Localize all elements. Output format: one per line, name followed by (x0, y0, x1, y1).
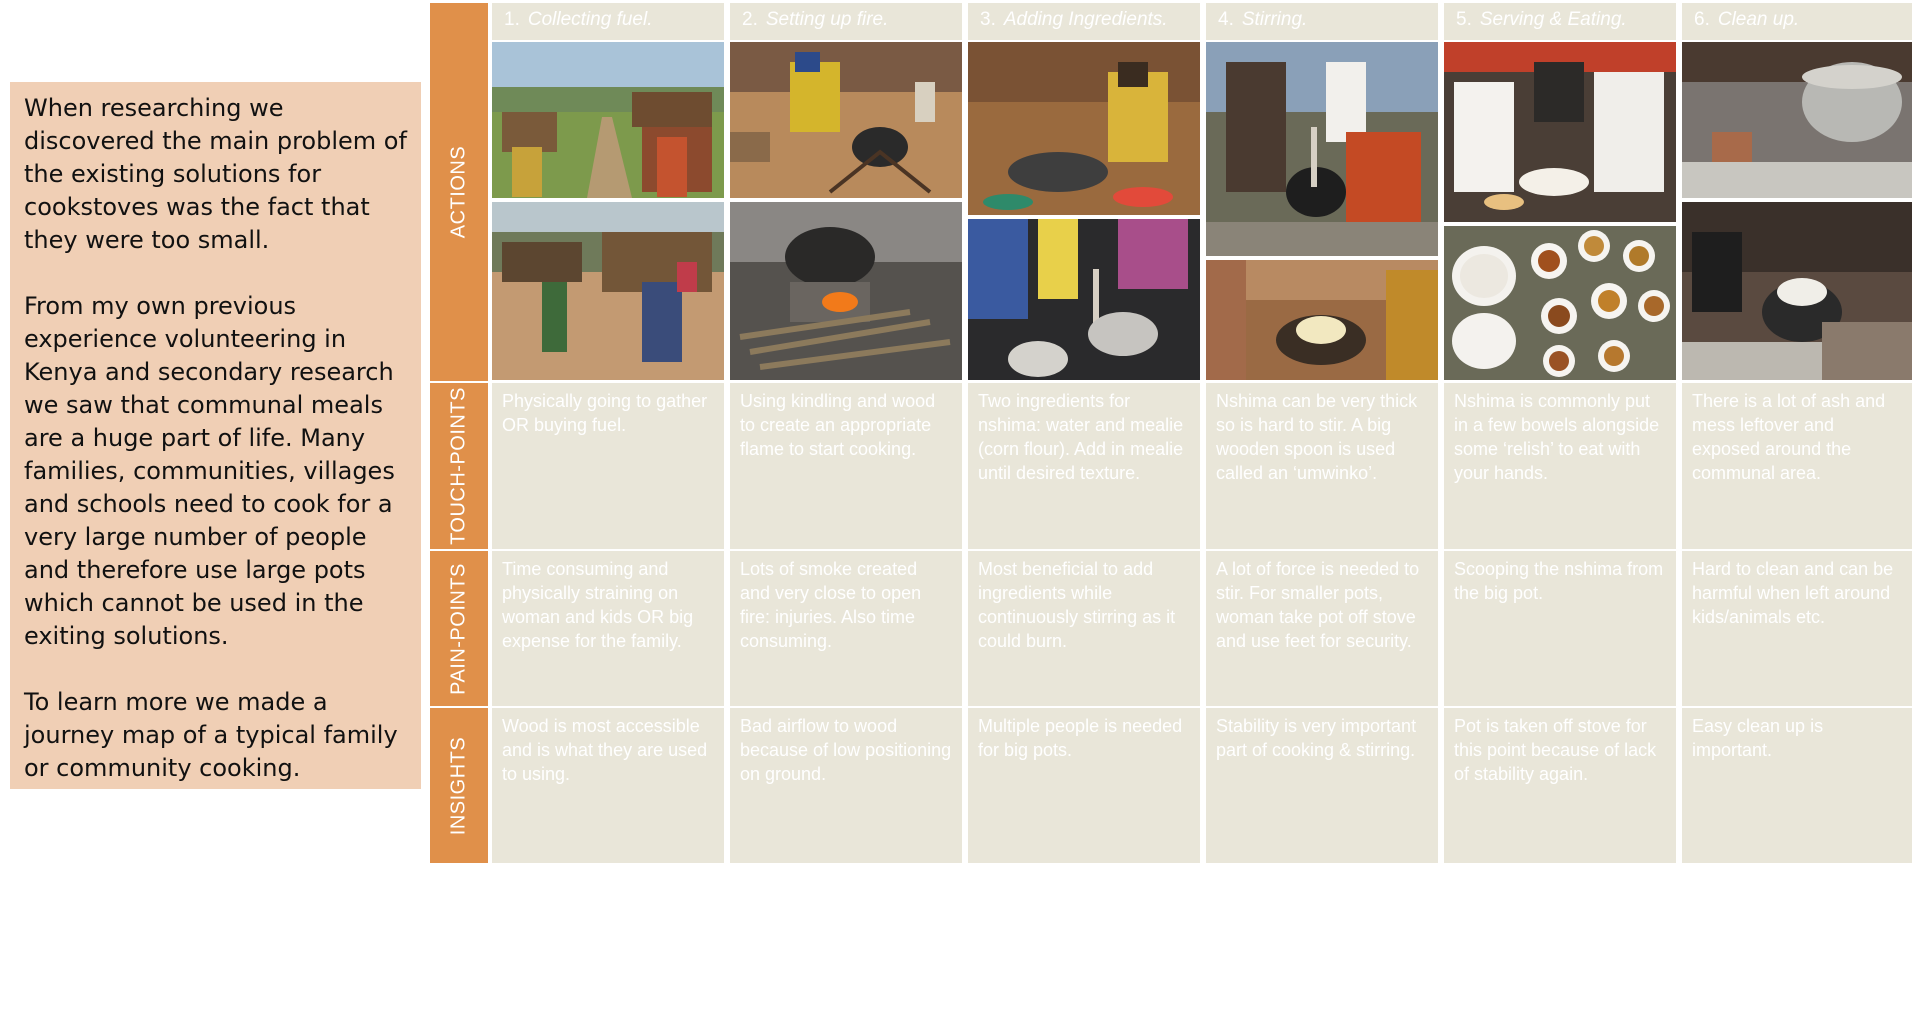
touch-point-cell-4: Nshima can be very thick so is hard to stir. A big wooden spoon is used called an ‘umwinko’. (1206, 383, 1438, 549)
pain-point-cell-5: Scooping the nshima from the big pot. (1444, 551, 1676, 706)
stage-title: Serving & Eating. (1479, 9, 1627, 30)
stage-title: Setting up fire. (765, 9, 889, 30)
pain-point-cell-1: Time consuming and physically straining on woman and kids OR big expense for the family. (492, 551, 724, 706)
photo-woman-setting-up-fire (730, 42, 962, 198)
stage-header-1 (492, 3, 724, 40)
touch-point-cell-3: Two ingredients for nshima: water and mealie (corn flour). Add in mealie until desired texture. (968, 383, 1200, 549)
stage-header-3 (968, 3, 1200, 40)
row-label-pain-points (430, 551, 488, 706)
stage-number: 1. (504, 9, 520, 30)
stage-header-2 (730, 3, 962, 40)
stage-number: 5. (1456, 9, 1472, 30)
stage-header-6 (1682, 3, 1912, 40)
row-label-actions (430, 3, 488, 381)
photo-bowls-of-nshima-and-relish (1444, 226, 1676, 380)
row-label-touch-points (430, 383, 488, 549)
row-label-text: INSIGHTS (447, 736, 470, 835)
intro-text-box (10, 82, 421, 789)
stage-header-4 (1206, 3, 1438, 40)
stage-number: 2. (742, 9, 758, 30)
pain-point-cell-6: Hard to clean and can be harmful when left around kids/animals etc. (1682, 551, 1912, 706)
touch-point-cell-5: Nshima is commonly put in a few bowels alongside some ‘relish’ to eat with your hands. (1444, 383, 1676, 549)
pain-point-cell-3: Most beneficial to add ingredients while continuously stirring as it could burn. (968, 551, 1200, 706)
row-label-text: TOUCH-POINTS (447, 387, 470, 545)
photo-cleaning-pot-on-ashes (1682, 202, 1912, 380)
intro-paragraph: To learn more we made a journey map of a typical family or community cooking. (24, 688, 398, 782)
photo-pot-on-open-fire (730, 202, 962, 380)
photo-kids-eating-together (1444, 42, 1676, 222)
photo-woman-adding-ingredients (968, 42, 1200, 215)
stage-number: 4. (1218, 9, 1234, 30)
row-label-text: ACTIONS (447, 145, 470, 239)
touch-point-cell-2: Using kindling and wood to create an appropriate flame to start cooking. (730, 383, 962, 549)
intro-paragraph: When researching we discovered the main problem of the existing solutions for cookstoves was the fact that they were too small. (24, 94, 407, 254)
photo-women-stirring-pot (1206, 42, 1438, 256)
intro-paragraph: From my own previous experience volunteering in Kenya and secondary research we saw that communal meals are a huge part of life. Many families, communities, villages and schools need to cook for a very large number of people and therefore use large pots which cannot be used in the exiting solutions. (24, 292, 395, 650)
photo-stirring-nshima-outdoors (1206, 260, 1438, 380)
stage-title: Clean up. (1717, 9, 1800, 30)
stage-number: 6. (1694, 9, 1710, 30)
stage-number: 3. (980, 9, 996, 30)
touch-point-cell-6: There is a lot of ash and mess leftover and exposed around the communal area. (1682, 383, 1912, 549)
photo-women-carrying-firewood-path (492, 42, 724, 198)
touch-point-cell-1: Physically going to gather OR buying fuel. (492, 383, 724, 549)
insight-cell-2: Bad airflow to wood because of low positioning on ground. (730, 708, 962, 863)
row-label-insights (430, 708, 488, 863)
insight-cell-6: Easy clean up is important. (1682, 708, 1912, 863)
pain-point-cell-4: A lot of force is needed to stir. For smaller pots, woman take pot off stove and use feet for security. (1206, 551, 1438, 706)
stage-header-5 (1444, 3, 1676, 40)
row-label-text: PAIN-POINTS (447, 562, 470, 695)
insight-cell-5: Pot is taken off stove for this point because of lack of stability again. (1444, 708, 1676, 863)
photo-women-with-firewood-bundles (492, 202, 724, 380)
stage-title: Collecting fuel. (527, 9, 653, 30)
insight-cell-4: Stability is very important part of cooking & stirring. (1206, 708, 1438, 863)
stage-title: Adding Ingredients. (1003, 9, 1168, 30)
photo-ash-and-pot-leftover (1682, 42, 1912, 198)
insight-cell-3: Multiple people is needed for big pots. (968, 708, 1200, 863)
stage-title: Stirring. (1241, 9, 1308, 30)
pain-point-cell-2: Lots of smoke created and very close to open fire: injuries. Also time consuming. (730, 551, 962, 706)
photo-stirring-large-pots (968, 219, 1200, 380)
insight-cell-1: Wood is most accessible and is what they are used to using. (492, 708, 724, 863)
